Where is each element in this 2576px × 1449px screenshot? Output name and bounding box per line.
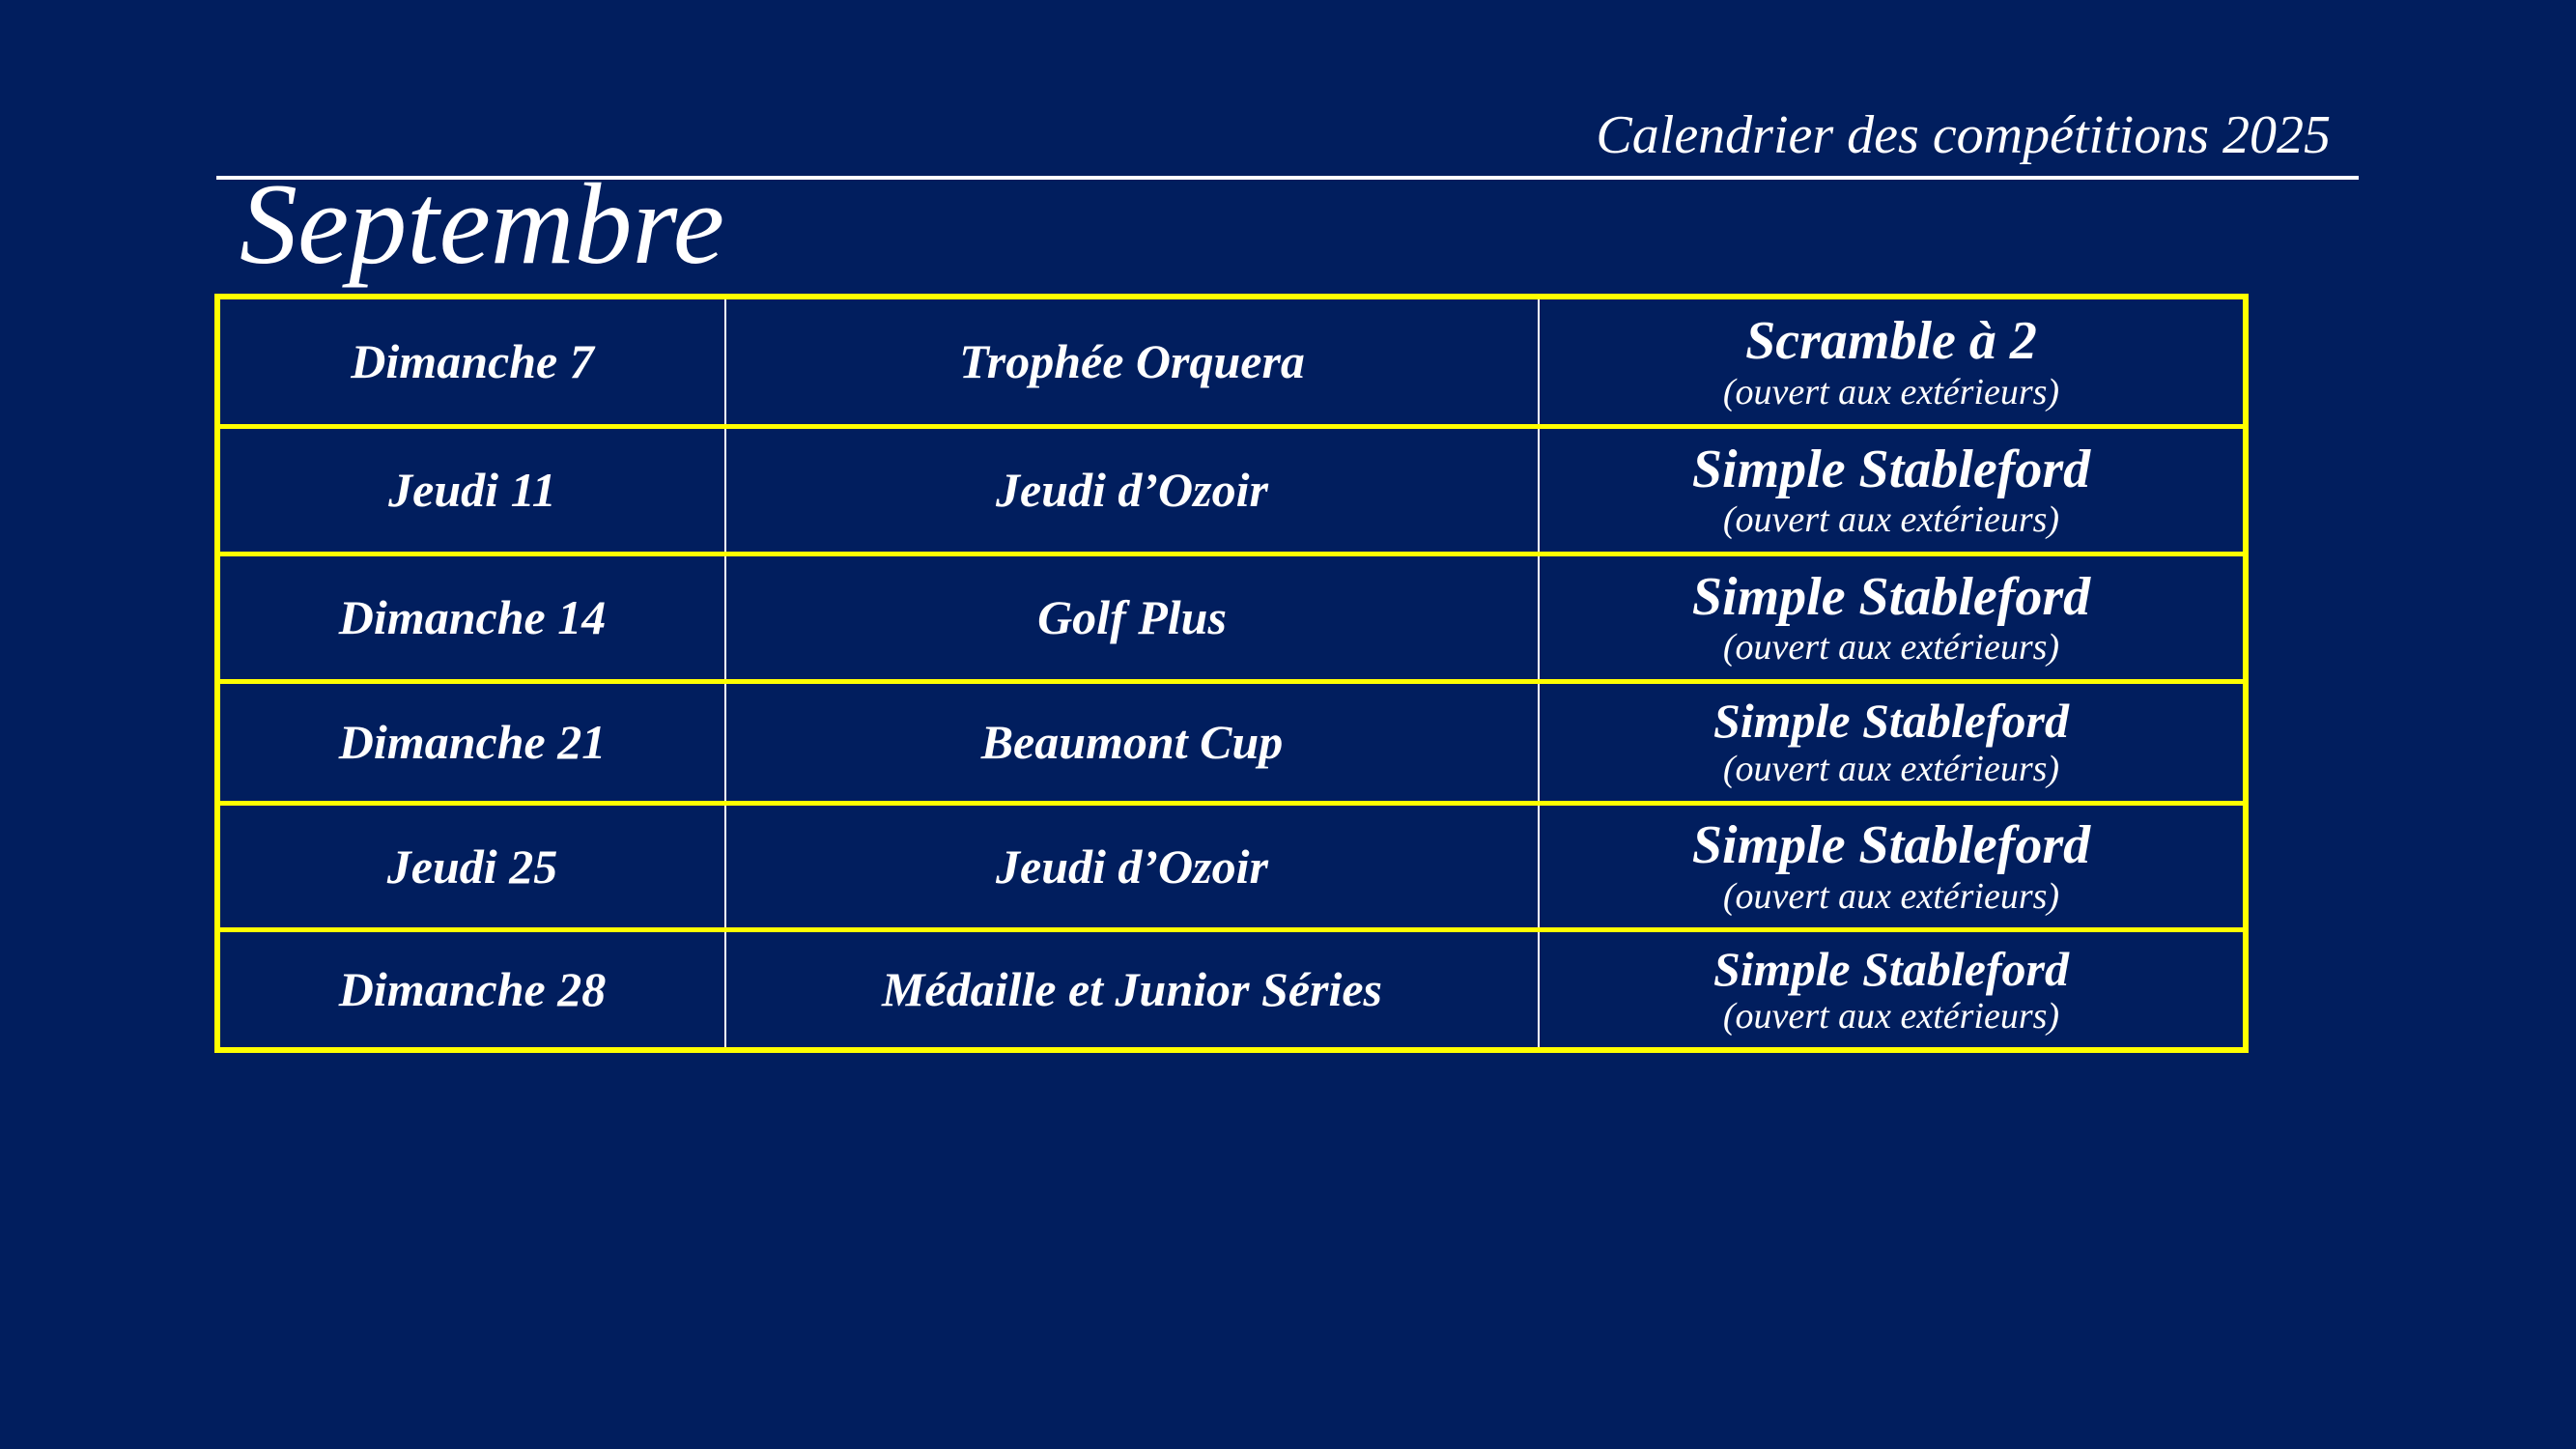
event-format-cell xyxy=(1539,554,2246,681)
month-title: Septembre xyxy=(240,159,725,288)
competition-table xyxy=(214,294,2249,1053)
event-note: (ouvert aux extérieurs) xyxy=(1722,499,2060,541)
event-format-cell xyxy=(1539,426,2246,554)
event-date: Dimanche 14 xyxy=(338,590,607,644)
event-note: (ouvert aux extérieurs) xyxy=(1722,627,2060,668)
event-name: Jeudi d’Ozoir xyxy=(725,426,1539,554)
table-row xyxy=(217,803,2246,929)
event-date: Dimanche 7 xyxy=(351,334,594,389)
event-format-cell xyxy=(1539,803,2246,929)
event-note: (ouvert aux extérieurs) xyxy=(1722,748,2060,789)
event-note: (ouvert aux extérieurs) xyxy=(1722,875,2060,917)
event-note: (ouvert aux extérieurs) xyxy=(1722,371,2060,412)
table-row xyxy=(217,929,2246,1050)
table-row xyxy=(217,297,2246,426)
event-note: (ouvert aux extérieurs) xyxy=(1722,996,2060,1037)
event-format: Simple Stableford xyxy=(1713,941,2070,996)
event-format: Simple Stableford xyxy=(1691,566,2091,627)
table-row xyxy=(217,681,2246,803)
event-format: Simple Stableford xyxy=(1691,439,2091,499)
event-format-cell xyxy=(1539,297,2246,426)
event-name: Golf Plus xyxy=(725,554,1539,681)
event-format: Scramble à 2 xyxy=(1745,311,2037,372)
event-date: Jeudi 25 xyxy=(386,838,558,894)
table-row xyxy=(217,426,2246,554)
event-name: Médaille et Junior Séries xyxy=(725,929,1539,1050)
event-date: Dimanche 28 xyxy=(338,962,607,1017)
event-name: Beaumont Cup xyxy=(725,681,1539,803)
event-date: Dimanche 21 xyxy=(338,715,607,769)
event-format: Simple Stableford xyxy=(1713,694,2070,749)
event-name: Trophée Orquera xyxy=(725,297,1539,426)
event-date: Jeudi 11 xyxy=(388,463,556,517)
event-format-cell xyxy=(1539,929,2246,1050)
event-name: Jeudi d’Ozoir xyxy=(725,803,1539,929)
event-format: Simple Stableford xyxy=(1691,815,2091,876)
calendar-title: Calendrier des compétitions 2025 xyxy=(1596,105,2331,165)
table-row xyxy=(217,554,2246,681)
event-format-cell xyxy=(1539,681,2246,803)
